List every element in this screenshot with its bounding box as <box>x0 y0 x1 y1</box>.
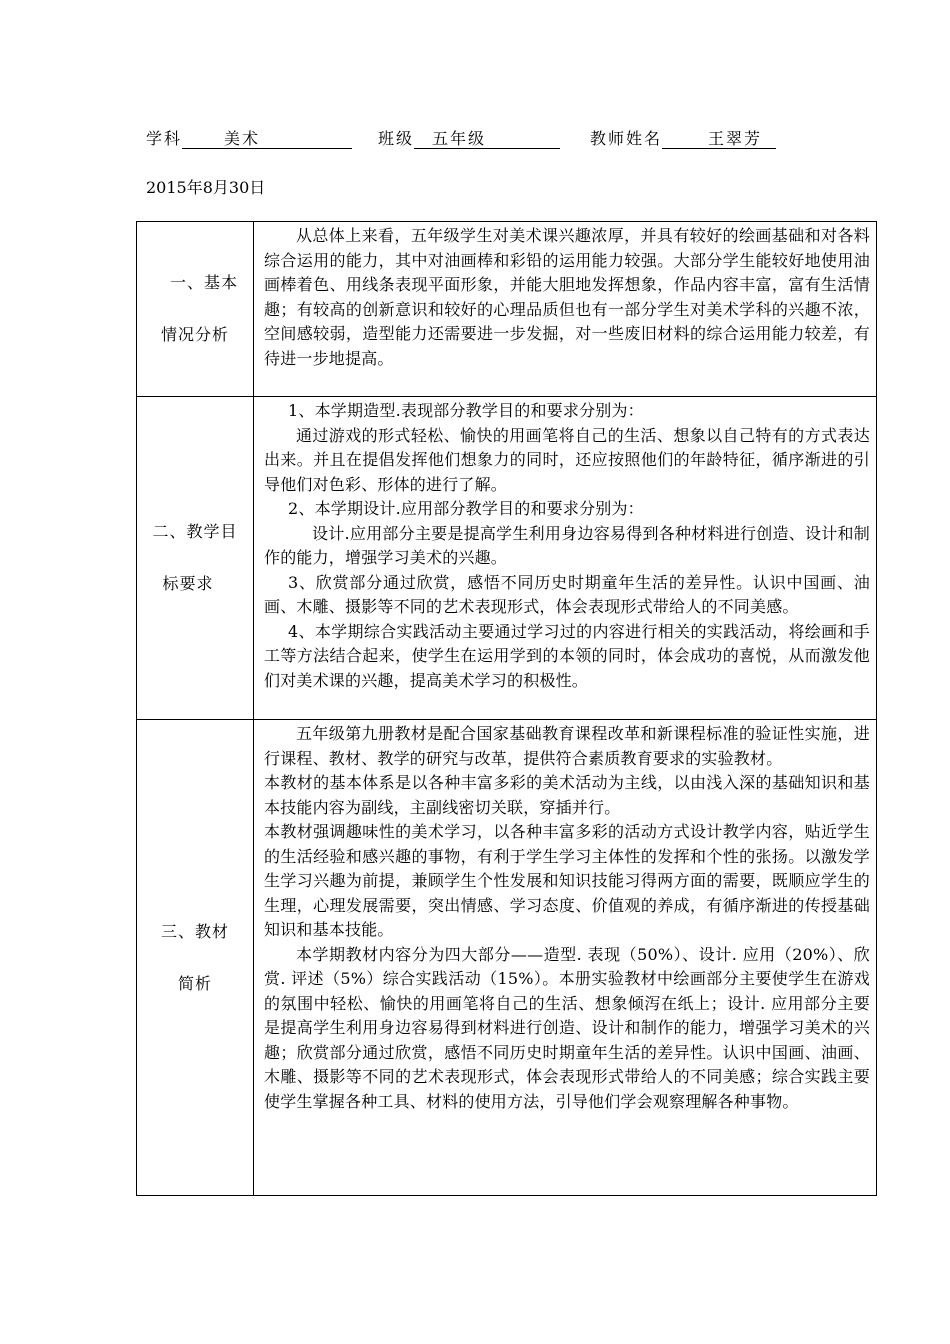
section-row-basic-analysis <box>137 222 877 397</box>
document-date: 2015年8月30日 <box>146 178 266 197</box>
section-paragraph: 通过游戏的形式轻松、愉快的用画笔将自己的生活、想象以自己特有的方式表达出来。并且在提倡发挥他们想象力的同时，还应按照他们的年龄特征，循序渐进的引导他们对色彩、形体的进行了解。 <box>264 425 870 494</box>
section-label-line2: 简析 <box>177 973 212 993</box>
section-row-textbook-analysis <box>137 720 877 1196</box>
section-row-teaching-goals <box>137 397 877 720</box>
section-label-line1: 一、基本 <box>169 273 238 292</box>
section-label-line2: 情况分析 <box>160 325 229 344</box>
section-content <box>254 720 877 1196</box>
header-line <box>146 126 776 149</box>
section-paragraph: 本教材强调趣味性的美术学习，以各种丰富多彩的活动方式设计教学内容，贴近学生的生活经验和感兴趣的事物，有利于学生学习主体性的发挥和个性的张扬。以激发学生学习兴趣为前提，兼顾学生个性发展和知识技能习得两方面的需要，既顺应学生的生理，心理发展需要，突出情感、学习态度、价值观的养成，有循序渐进的传授基础知识和基本技能。 <box>264 822 870 939</box>
section-paragraph: 本学期教材内容分为四大部分——造型. 表现（50%）、设计. 应用（20%）、欣赏. 评述（5%）综合实践活动（15%）。本册实验教材中绘画部分主要使学生在游戏的氛围中轻松、愉快的用画笔将自己的生活、想象倾泻在纸上；设计. 应用部分主要是提高学生利用身边容易得到材料进行创造、设计和制作的能力，增强学习美术的兴趣；欣赏部分通过欣赏，感悟不同历史时期童年生活的差异性。认识中国画、油画、木雕、摄影等不同的艺术表现形式，体会表现形式带给人的不同美感；综合实践主要使学生掌握各种工具、材料的使用方法，引导他们学会观察理解各种事物。 <box>264 944 870 1111</box>
section-label-line2: 标要求 <box>162 574 214 593</box>
subject-label: 学科 <box>146 129 183 148</box>
section-content <box>254 222 877 397</box>
section-label <box>137 720 254 1196</box>
section-paragraph: 设计.应用部分主要是提高学生利用身边容易得到各种材料进行创造、设计和制作的能力，增强学习美术的兴趣。 <box>264 523 870 567</box>
section-label-line1: 二、教学目 <box>152 522 238 541</box>
teacher-value <box>662 126 776 149</box>
section-label <box>137 222 254 397</box>
section-paragraph: 4、本学期综合实践活动主要通过学习过的内容进行相关的实践活动，将绘画和手工等方法结合起来，使学生在运用学到的本领的同时，体会成功的喜悦，从而激发他们对美术课的兴趣，提高美术学习的积极性。 <box>264 621 870 690</box>
class-label: 班级 <box>378 129 415 148</box>
section-paragraph: 本教材的基本体系是以各种丰富多彩的美术活动为主线，以由浅入深的基础知识和基本技能内容为副线，主副线密切关联，穿插并行。 <box>264 773 870 817</box>
section-paragraph: 1、本学期造型.表现部分教学目的和要求分别为： <box>288 401 644 420</box>
class-value-text: 五年级 <box>432 129 487 148</box>
subject-value-text: 美术 <box>224 129 261 148</box>
subject-value <box>182 126 352 149</box>
section-paragraph: 3、欣赏部分通过欣赏，感悟不同历史时期童年生活的差异性。认识中国画、油画、木雕、摄影等不同的艺术表现形式，体会表现形式带给人的不同美感。 <box>264 572 870 616</box>
class-value <box>414 126 560 149</box>
section-content <box>254 397 877 720</box>
section-paragraph: 从总体上来看，五年级学生对美术课兴趣浓厚，并具有较好的绘画基础和对各料综合运用的能力，其中对油画棒和彩铅的运用能力较强。大部分学生能较好地使用油画棒着色、用线条表现平面形象，并能大胆地发挥想象，作品内容丰富，富有生活情趣；有较高的创新意识和较好的心理品质但也有一部分学生对美术学科的兴趣不浓，空间感较弱，造型能力还需要进一步发掘，对一些废旧材料的综合运用能力较差，有待进一步地提高。 <box>264 226 870 368</box>
section-label-line1: 三、教材 <box>160 921 229 941</box>
teacher-value-text: 王翠芳 <box>708 129 763 148</box>
teacher-label: 教师姓名 <box>590 129 663 148</box>
teaching-plan-table <box>136 221 877 1196</box>
section-paragraph: 2、本学期设计.应用部分教学目的和要求分别为： <box>288 499 644 518</box>
section-paragraph: 五年级第九册教材是配合国家基础教育课程改革和新课程标准的验证性实施，进行课程、教材、教学的研究与改革，提供符合素质教育要求的实验教材。 <box>264 724 870 768</box>
section-label <box>137 397 254 720</box>
